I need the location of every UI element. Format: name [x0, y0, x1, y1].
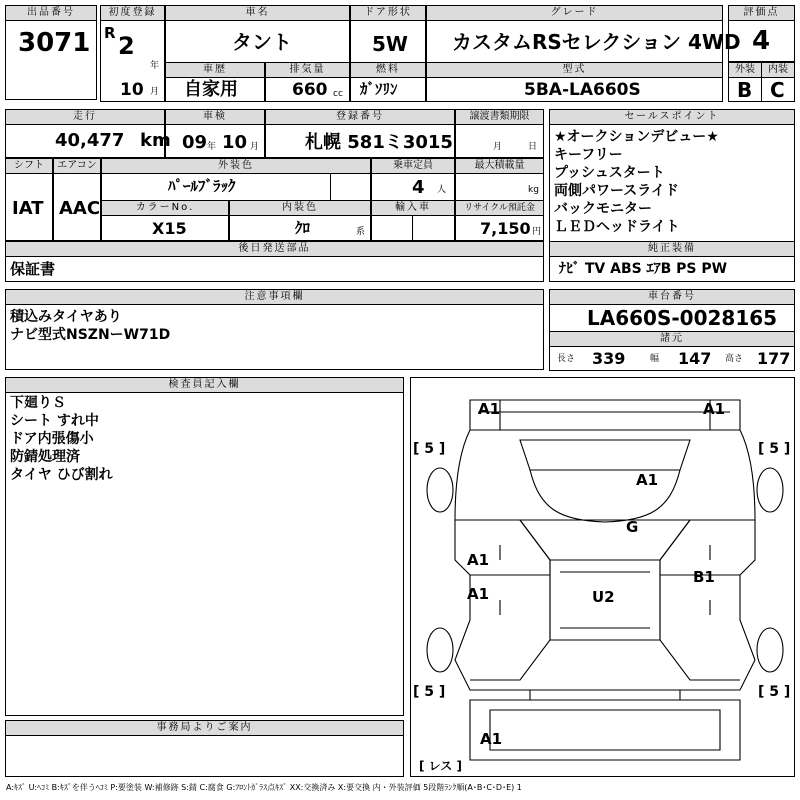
- transfer-day-unit: 日: [528, 142, 538, 152]
- inspector-item: 防錆処理済: [10, 449, 80, 465]
- exterior-grade: B: [737, 78, 753, 102]
- sales-point-item: プッシュスタート: [554, 165, 665, 181]
- length: 339: [592, 349, 626, 368]
- chassis-number: LA660S-0028165: [587, 306, 778, 330]
- grade-label: グレード: [426, 5, 723, 21]
- displacement: 660: [292, 80, 328, 100]
- fuel-label: 燃料: [350, 62, 426, 78]
- later-parts-box: [5, 256, 544, 282]
- sales-points-box: [549, 124, 795, 242]
- mark-left-rear-door: A1: [467, 585, 490, 603]
- sales-point-item: ★オークションデビュー★: [554, 129, 719, 145]
- inspector-item: シート すれ中: [10, 413, 99, 429]
- later-parts: 保証書: [10, 260, 56, 278]
- exterior-color-label: 外装色: [101, 158, 371, 174]
- inspector-item: 下廻りＳ: [10, 395, 66, 411]
- mark-windshield: G: [626, 518, 639, 536]
- inspector-item: タイヤ ひび割れ: [10, 467, 113, 483]
- notes-label: 注意事項欄: [5, 289, 544, 305]
- interior-color-label: 内装色: [229, 200, 371, 216]
- registration-year: 2: [118, 32, 135, 60]
- transfer-deadline-label: 譲渡書類期限: [455, 109, 544, 125]
- color-number-label: カラーNo.: [101, 200, 229, 216]
- fuel: ｶﾞｿﾘﾝ: [360, 80, 398, 98]
- lot-number-label: 出品番号: [5, 5, 97, 21]
- first-registration-label: 初度登録: [100, 5, 165, 21]
- note-item: 積込みタイヤあり: [10, 309, 122, 325]
- mark-left-front-door: A1: [467, 551, 490, 569]
- ac: AAC: [59, 198, 101, 219]
- interior-color-unit: 系: [356, 227, 366, 237]
- capacity-label: 乗車定員: [371, 158, 455, 174]
- exterior-color-sub-box: [330, 173, 371, 201]
- car-outline: [411, 378, 794, 776]
- import-sub-box: [412, 215, 455, 241]
- history: 自家用: [184, 79, 238, 100]
- ac-label: エアコン: [53, 158, 101, 174]
- mark-right-side: B1: [693, 568, 715, 586]
- model: 5BA-LA660S: [524, 80, 641, 100]
- mark-hood: A1: [636, 471, 659, 489]
- shift-label: シフト: [5, 158, 53, 174]
- inspector-label: 検査員記入欄: [5, 377, 404, 393]
- tyre-rear-right: [ 5 ]: [758, 684, 791, 700]
- max-load-unit: kg: [528, 185, 539, 195]
- month-unit: 月: [150, 87, 160, 97]
- shift: IAT: [12, 198, 44, 219]
- chassis-label: 車台番号: [549, 289, 795, 305]
- import-label: 輸入車: [371, 200, 455, 216]
- capacity: 4: [412, 177, 425, 198]
- sales-point-item: バックモニター: [554, 201, 652, 217]
- specs-label: 諸元: [549, 331, 795, 347]
- sales-point-item: ＬＥＤヘッドライト: [554, 219, 680, 235]
- recycle-label: リサイクル預託金: [455, 200, 544, 216]
- office-label: 事務局よりご案内: [5, 720, 404, 736]
- exterior-label: 外装: [728, 62, 762, 78]
- mark-rear: A1: [480, 730, 503, 748]
- notes-box: [5, 304, 544, 370]
- tyre-rear-left: [ 5 ]: [413, 684, 446, 700]
- width: 147: [678, 349, 712, 368]
- length-label: 長さ: [557, 354, 576, 364]
- sales-points-label: セールスポイント: [549, 109, 795, 125]
- height: 177: [757, 349, 791, 368]
- inspection-box: [165, 124, 265, 158]
- model-label: 型式: [426, 62, 723, 78]
- car-name: タント: [232, 30, 292, 54]
- interior-grade: C: [770, 78, 785, 102]
- door-type: 5W: [372, 32, 408, 56]
- max-load-label: 最大積載量: [455, 158, 544, 174]
- later-parts-label: 後日発送部品: [5, 241, 544, 257]
- registration-number-label: 登録番号: [265, 109, 455, 125]
- mileage-unit: km: [140, 130, 171, 151]
- mark-front-right: A1: [703, 400, 726, 418]
- equipment: ﾅﾋﾞ TV ABS ｴｱB PS PW: [559, 261, 728, 277]
- transfer-month-unit: 月: [493, 142, 503, 152]
- displacement-unit: cc: [333, 89, 343, 99]
- history-label: 車歴: [165, 62, 265, 78]
- mileage: 40,477: [55, 130, 125, 151]
- transfer-deadline-box: [455, 124, 544, 158]
- lot-number: 3071: [18, 28, 91, 58]
- legend: A:ｷｽﾞ U:ﾍｺﾐ B:ｷｽﾞを伴うﾍｺﾐ P:要塗装 W:補修跡 S:錆 C:腐食 G:ﾌﾛﾝﾄｶﾞﾗｽ点ｷｽﾞ XX:交換済み X:要交換 内・外装評価 5段階ﾗﾝｸ順(A･B･C･D･E) 1: [6, 783, 522, 792]
- inspection-year-unit: 年: [207, 142, 217, 152]
- inspection-month-unit: 月: [250, 142, 260, 152]
- inspection-label: 車検: [165, 109, 265, 125]
- mark-roof: U2: [592, 588, 615, 606]
- inspection-year: 09: [182, 132, 208, 153]
- sales-point-item: 両側パワースライド: [554, 183, 679, 199]
- color-number: X15: [152, 219, 187, 238]
- equipment-label: 純正装備: [549, 241, 795, 257]
- recycle-unit: 円: [532, 227, 542, 237]
- tyre-spare: [ レス ]: [419, 759, 462, 773]
- inspector-item: ドア内張傷小: [10, 431, 94, 447]
- displacement-label: 排気量: [265, 62, 350, 78]
- tyre-front-left: [ 5 ]: [413, 441, 446, 457]
- exterior-color: ﾊﾟｰﾙﾌﾞﾗｯｸ: [168, 177, 236, 195]
- car-name-label: 車名: [165, 5, 350, 21]
- score: 4: [752, 26, 771, 56]
- grade: カスタムRSセレクション 4WD: [452, 30, 741, 54]
- sales-point-item: キーフリー: [554, 147, 623, 163]
- registration-month: 10: [120, 80, 144, 100]
- capacity-unit: 人: [437, 185, 447, 195]
- recycle-fee: 7,150: [480, 219, 531, 238]
- door-label: ドア形状: [350, 5, 426, 21]
- era: R: [104, 24, 116, 42]
- registration-number: 札幌 581ミ3015: [305, 132, 453, 153]
- interior-label: 内装: [761, 62, 795, 78]
- mark-front-left: A1: [478, 400, 501, 418]
- inspection-month: 10: [222, 132, 248, 153]
- height-label: 高さ: [725, 354, 744, 364]
- width-label: 幅: [650, 354, 660, 364]
- inspector-box: [5, 392, 404, 716]
- note-item: ナビ型式NSZNーW71D: [10, 327, 171, 343]
- tyre-front-right: [ 5 ]: [758, 441, 791, 457]
- mileage-label: 走行: [5, 109, 165, 125]
- year-unit: 年: [150, 61, 160, 71]
- interior-color: ｸﾛ: [295, 219, 311, 237]
- office-box: [5, 735, 404, 777]
- score-label: 評価点: [728, 5, 795, 21]
